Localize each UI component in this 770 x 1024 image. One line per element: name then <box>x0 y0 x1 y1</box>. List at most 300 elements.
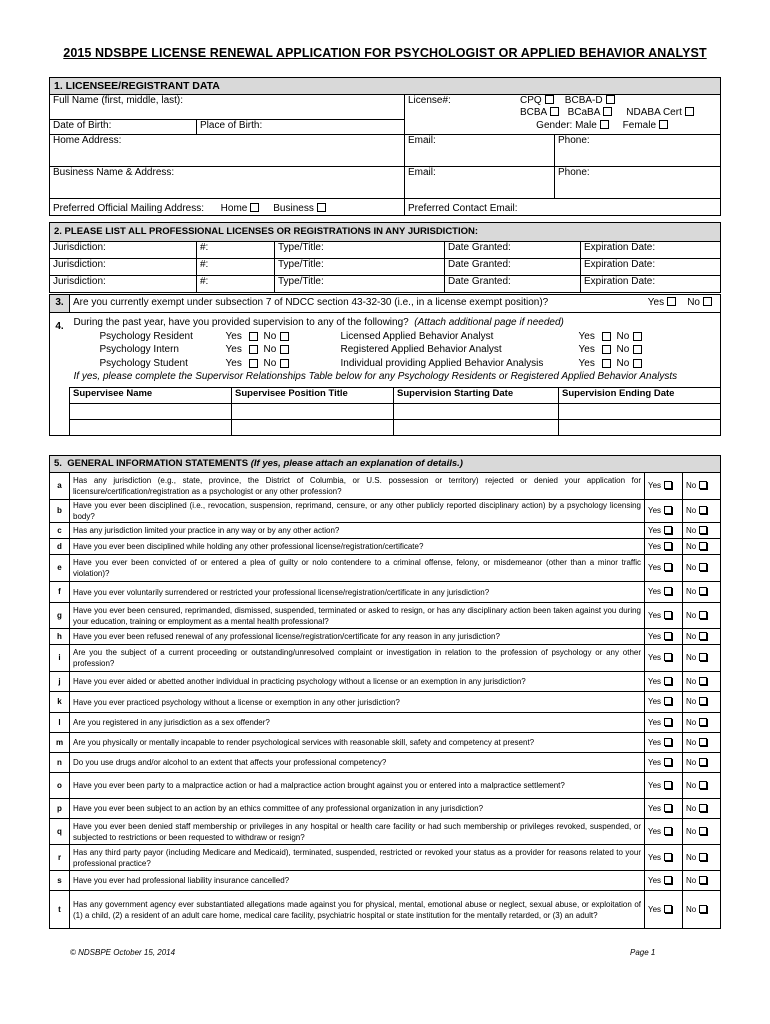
statement-yes[interactable] <box>645 713 683 733</box>
statement-letter: n <box>50 753 70 773</box>
role-a-no-label: No <box>263 330 277 342</box>
statement-yes[interactable] <box>645 692 683 713</box>
statement-no[interactable] <box>683 473 721 500</box>
male-checkbox[interactable] <box>600 120 609 129</box>
statement-yes[interactable] <box>645 473 683 500</box>
statement-no[interactable] <box>683 500 721 523</box>
start-date-input[interactable] <box>394 403 559 419</box>
yes-checkbox[interactable] <box>664 563 672 571</box>
yes-checkbox[interactable] <box>664 738 672 746</box>
expiration-cell[interactable] <box>581 242 721 259</box>
mailing-business-label: Business <box>273 203 314 214</box>
statement-row <box>50 692 721 713</box>
expiration-label: Expiration Date: <box>584 276 656 287</box>
granted-cell[interactable] <box>445 242 581 259</box>
statement-no[interactable] <box>683 819 721 845</box>
yes-checkbox[interactable] <box>664 526 672 534</box>
no-checkbox[interactable] <box>699 563 707 571</box>
jurisdiction-label: Jurisdiction: <box>53 276 106 287</box>
col-supervisee-name: Supervisee Name <box>70 387 232 403</box>
statement-question: Are you physically or mentally incapable to render psychological services with reasonable skill, safety and competency at present? <box>70 733 645 753</box>
mailing-business-checkbox[interactable] <box>317 203 326 212</box>
no-label: No <box>686 737 697 747</box>
statement-no[interactable] <box>683 753 721 773</box>
role-b-no-label: No <box>616 330 630 342</box>
cpq-checkbox[interactable] <box>545 95 554 104</box>
dob-label: Date of Birth: <box>53 120 112 131</box>
statement-question: Have you ever been convicted of or entered a plea of guilty or nolo contendere to a criminal offense, felony, or misdemeanor (other than a minor traffic violation)? <box>70 555 645 582</box>
role-b-yes-checkbox[interactable] <box>602 359 611 368</box>
yes-checkbox[interactable] <box>664 542 672 550</box>
statement-row <box>50 629 721 645</box>
statement-question: Have you ever practiced psychology without a license or exemption in any other jurisdiction? <box>70 692 645 713</box>
type-label: Type/Title: <box>278 276 324 287</box>
pref-email-label: Preferred Contact Email: <box>408 203 518 214</box>
statement-row <box>50 845 721 871</box>
ndaba-label: NDABA Cert <box>626 107 682 118</box>
no-checkbox[interactable] <box>699 653 707 661</box>
no-label: No <box>686 904 697 914</box>
mailing-label: Preferred Official Mailing Address: <box>53 203 204 214</box>
expiration-cell[interactable] <box>581 276 721 293</box>
statement-letter: f <box>50 582 70 603</box>
section-4-question: During the past year, have you provided supervision to any of the following? <box>73 317 409 328</box>
role-b-no-checkbox[interactable] <box>633 345 642 354</box>
yes-label: Yes <box>648 875 662 885</box>
col-ending-date: Supervision Ending Date <box>559 387 721 403</box>
bcbad-checkbox[interactable] <box>606 95 615 104</box>
role-a-yes-label: Yes <box>225 330 242 342</box>
statement-row <box>50 891 721 929</box>
section-4-question-cell <box>70 313 721 388</box>
statement-letter: o <box>50 773 70 799</box>
statement-question: Have you ever been denied staff membership or privileges in any hospital or health care facility or had such membership or privileges revoked, suspended, or subjected to restrictions or been requested to withdraw or resign? <box>70 819 645 845</box>
statement-question: Have you ever been censured, reprimanded, dismissed, suspended, terminated or asked to resign, or has any disciplinary action been taken against you during your education, training or employment as a mental health professional? <box>70 603 645 629</box>
yes-label: Yes <box>648 717 662 727</box>
jurisdiction-cell[interactable] <box>50 276 197 293</box>
jurisdiction-label: Jurisdiction: <box>53 259 106 270</box>
statement-question: Have you ever had professional liability insurance cancelled? <box>70 871 645 891</box>
no-label: No <box>686 717 697 727</box>
no-checkbox[interactable] <box>699 677 707 685</box>
business-phone-field[interactable] <box>555 167 721 199</box>
expiration-cell[interactable] <box>581 259 721 276</box>
statement-question: Have you ever been disciplined while holding any other professional license/registration/certificate? <box>70 539 645 555</box>
business-email-field[interactable] <box>405 167 555 199</box>
statement-letter: r <box>50 845 70 871</box>
type-label: Type/Title: <box>278 259 324 270</box>
section-3-question: Are you currently exempt under subsection 7 of NDCC section 43-32-30 (i.e., in a license exempt position)? <box>73 297 549 308</box>
home-email-field[interactable] <box>405 135 555 167</box>
statement-letter: p <box>50 799 70 819</box>
pob-label: Place of Birth: <box>200 120 263 131</box>
yes-label: Yes <box>648 481 662 490</box>
no-checkbox[interactable] <box>699 905 707 913</box>
yes-checkbox[interactable] <box>664 587 672 595</box>
yes-checkbox[interactable] <box>664 876 672 884</box>
type-cell[interactable] <box>275 259 445 276</box>
statement-row <box>50 753 721 773</box>
no-checkbox[interactable] <box>699 827 707 835</box>
yes-label: Yes <box>648 525 662 535</box>
role-b-label: Licensed Applied Behavior Analyst <box>340 330 494 342</box>
statement-yes[interactable] <box>645 672 683 692</box>
section-2-header: 2. PLEASE LIST ALL PROFESSIONAL LICENSES OR REGISTRATIONS IN ANY JURISDICTION: <box>50 223 721 242</box>
no-checkbox[interactable] <box>699 876 707 884</box>
statement-row <box>50 582 721 603</box>
statement-row <box>50 539 721 555</box>
number-label: #: <box>200 276 209 287</box>
statement-yes[interactable] <box>645 603 683 629</box>
yes-checkbox[interactable] <box>664 632 672 640</box>
statement-letter: g <box>50 603 70 629</box>
number-label: #: <box>200 242 209 253</box>
no-checkbox[interactable] <box>699 506 707 514</box>
statement-letter: e <box>50 555 70 582</box>
role-a-label: Psychology Intern <box>99 344 179 356</box>
position-title-input[interactable] <box>232 419 394 435</box>
statement-question: Have you ever aided or abetted another individual in practicing psychology without a license or an exemption in any jurisdiction? <box>70 672 645 692</box>
statement-question: Have you ever been party to a malpractice action or had a malpractice action brought against you or entered into a malpractice settlement? <box>70 773 645 799</box>
statement-no[interactable] <box>683 603 721 629</box>
no-checkbox[interactable] <box>699 781 707 789</box>
statement-letter: b <box>50 500 70 523</box>
statement-no[interactable] <box>683 773 721 799</box>
statement-yes[interactable] <box>645 539 683 555</box>
gender-field <box>405 120 721 135</box>
statement-question: Has any jurisdiction (e.g., state, province, the District of Columbia, or U.S. possession or territory) rejected or denied your application for licensure/certification/registration as a psychologist or any other profession? <box>70 473 645 500</box>
s3-no-label: No <box>687 297 700 308</box>
gender-label: Gender: Male <box>536 119 597 131</box>
role-b-yes-label: Yes <box>578 330 595 342</box>
bcba-checkbox[interactable] <box>550 107 559 116</box>
section-4-instruction: If yes, please complete the Supervisor Relationships Table below for any Psychology Residents or Registered Applied Behavior Analysts <box>73 371 678 383</box>
yes-label: Yes <box>648 852 662 862</box>
pob-field[interactable] <box>197 120 405 135</box>
statement-letter: l <box>50 713 70 733</box>
statement-no[interactable] <box>683 799 721 819</box>
mailing-home-checkbox[interactable] <box>250 203 259 212</box>
statement-yes[interactable] <box>645 773 683 799</box>
no-checkbox[interactable] <box>699 542 707 550</box>
statement-row <box>50 555 721 582</box>
no-label: No <box>686 631 697 641</box>
yes-checkbox[interactable] <box>664 804 672 812</box>
statement-yes[interactable] <box>645 645 683 672</box>
statement-no[interactable] <box>683 555 721 582</box>
no-label: No <box>686 757 697 767</box>
statement-question: Has any jurisdiction limited your practice in any way or by any other action? <box>70 523 645 539</box>
section-4-note: (Attach additional page if needed) <box>414 317 564 328</box>
statement-row <box>50 523 721 539</box>
home-address-label: Home Address: <box>53 135 122 146</box>
yes-label: Yes <box>648 587 662 596</box>
statement-row <box>50 733 721 753</box>
statement-question: Have you ever been refused renewal of any professional license/registration/certificate for any reason in any jurisdiction? <box>70 629 645 645</box>
number-cell[interactable] <box>197 259 275 276</box>
statement-letter: c <box>50 523 70 539</box>
yes-checkbox[interactable] <box>664 758 672 766</box>
yes-checkbox[interactable] <box>664 506 672 514</box>
section-1-table <box>49 77 721 216</box>
statement-yes[interactable] <box>645 629 683 645</box>
bcaba-label: BCaBA <box>567 107 601 118</box>
full-name-field[interactable] <box>50 95 405 120</box>
no-label: No <box>686 875 697 885</box>
no-checkbox[interactable] <box>699 758 707 766</box>
type-label: Type/Title: <box>278 242 324 253</box>
end-date-input[interactable] <box>559 403 721 419</box>
cpq-label: CPQ <box>520 95 542 106</box>
statement-no[interactable] <box>683 539 721 555</box>
s3-no-checkbox[interactable] <box>703 297 712 306</box>
statement-question: Has any government agency ever substantiated allegations made against you for physical, mental, emotional abuse or neglect, sexual abuse, or exploitation of (1) a child, (2) a resident of an adult care home, medical care facility, psychiatric hospital or state institution for the mentally retarded, or (3) an adult? <box>70 891 645 929</box>
statement-question: Have you ever been subject to an action by an ethics committee of any professional organization in any jurisdiction? <box>70 799 645 819</box>
statement-yes[interactable] <box>645 500 683 523</box>
statement-letter: t <box>50 891 70 929</box>
home-address-field[interactable] <box>50 135 405 167</box>
statement-no[interactable] <box>683 692 721 713</box>
section-4-table <box>49 312 721 436</box>
footer-page: Page 1 <box>630 948 656 957</box>
statement-letter: s <box>50 871 70 891</box>
role-b-no-checkbox[interactable] <box>633 332 642 341</box>
no-checkbox[interactable] <box>699 853 707 861</box>
home-phone-field[interactable] <box>555 135 721 167</box>
ndaba-checkbox[interactable] <box>685 107 694 116</box>
statement-no[interactable] <box>683 845 721 871</box>
statement-no[interactable] <box>683 871 721 891</box>
position-title-input[interactable] <box>232 403 394 419</box>
no-checkbox[interactable] <box>699 738 707 746</box>
no-label: No <box>686 826 697 836</box>
statement-yes[interactable] <box>645 891 683 929</box>
role-b-yes-label: Yes <box>578 344 595 356</box>
statement-row <box>50 871 721 891</box>
statement-letter: d <box>50 539 70 555</box>
no-label: No <box>686 852 697 862</box>
yes-checkbox[interactable] <box>664 781 672 789</box>
role-b-no-label: No <box>616 357 630 369</box>
statement-no[interactable] <box>683 672 721 692</box>
granted-label: Date Granted: <box>448 242 511 253</box>
role-b-no-checkbox[interactable] <box>633 359 642 368</box>
no-checkbox[interactable] <box>699 526 707 534</box>
granted-label: Date Granted: <box>448 259 511 270</box>
role-a-label: Psychology Student <box>99 357 188 369</box>
no-label: No <box>686 780 697 790</box>
statement-no[interactable] <box>683 523 721 539</box>
role-a-no-label: No <box>263 344 277 356</box>
statement-yes[interactable] <box>645 523 683 539</box>
no-label: No <box>686 525 697 535</box>
role-a-yes-label: Yes <box>225 357 242 369</box>
no-checkbox[interactable] <box>699 481 707 489</box>
supervision-role-row <box>74 330 717 344</box>
col-position-title: Supervisee Position Title <box>232 387 394 403</box>
section-5-header-cell <box>50 456 721 473</box>
role-a-no-label: No <box>263 357 277 369</box>
supervisee-name-input[interactable] <box>70 403 232 419</box>
expiration-label: Expiration Date: <box>584 259 656 270</box>
yes-label: Yes <box>648 653 662 662</box>
no-label: No <box>686 541 697 551</box>
statement-yes[interactable] <box>645 819 683 845</box>
yes-label: Yes <box>648 737 662 747</box>
yes-checkbox[interactable] <box>664 853 672 861</box>
mailing-field <box>50 199 405 216</box>
section-3-table <box>49 294 721 313</box>
statement-no[interactable] <box>683 582 721 603</box>
supervision-role-row <box>74 343 717 357</box>
role-a-yes-checkbox[interactable] <box>249 332 258 341</box>
license-field[interactable] <box>405 95 721 120</box>
yes-checkbox[interactable] <box>664 677 672 685</box>
role-b-no-label: No <box>616 344 630 356</box>
no-checkbox[interactable] <box>699 718 707 726</box>
jurisdiction-cell[interactable] <box>50 242 197 259</box>
bcbad-label: BCBA-D <box>564 95 603 106</box>
statement-no[interactable] <box>683 629 721 645</box>
role-a-no-checkbox[interactable] <box>280 332 289 341</box>
statement-question: Has any third party payor (including Medicare and Medicaid), terminated, suspended, restricted or revoked your status as a provider for reasons related to your professional practice? <box>70 845 645 871</box>
yes-label: Yes <box>648 757 662 767</box>
yes-label: Yes <box>648 541 662 551</box>
number-label: #: <box>200 259 209 270</box>
yes-label: Yes <box>648 506 662 515</box>
start-date-input[interactable] <box>394 419 559 435</box>
no-checkbox[interactable] <box>699 611 707 619</box>
bcaba-checkbox[interactable] <box>603 107 612 116</box>
yes-checkbox[interactable] <box>664 653 672 661</box>
role-a-no-checkbox[interactable] <box>280 345 289 354</box>
granted-cell[interactable] <box>445 259 581 276</box>
role-b-yes-checkbox[interactable] <box>602 332 611 341</box>
yes-label: Yes <box>648 563 662 572</box>
statement-yes[interactable] <box>645 799 683 819</box>
no-checkbox[interactable] <box>699 697 707 705</box>
mailing-home-label: Home <box>220 203 248 214</box>
statement-letter: m <box>50 733 70 753</box>
yes-checkbox[interactable] <box>664 827 672 835</box>
statement-question: Are you the subject of a current proceeding or outstanding/unresolved complaint or investigation in relation to the profession of psychology or any other profession? <box>70 645 645 672</box>
statement-letter: i <box>50 645 70 672</box>
bcba-label: BCBA <box>520 107 548 118</box>
statement-no[interactable] <box>683 713 721 733</box>
role-b-yes-checkbox[interactable] <box>602 345 611 354</box>
statement-yes[interactable] <box>645 871 683 891</box>
yes-label: Yes <box>648 803 662 813</box>
yes-label: Yes <box>648 676 662 686</box>
statement-row <box>50 672 721 692</box>
statement-letter: j <box>50 672 70 692</box>
granted-cell[interactable] <box>445 276 581 293</box>
statement-no[interactable] <box>683 891 721 929</box>
role-a-no-checkbox[interactable] <box>280 359 289 368</box>
yes-label: Yes <box>648 904 662 914</box>
number-cell[interactable] <box>197 242 275 259</box>
statement-row <box>50 645 721 672</box>
no-checkbox[interactable] <box>699 804 707 812</box>
section-2-table <box>49 222 721 293</box>
s3-yes-label: Yes <box>647 297 665 308</box>
statement-question: Have you ever voluntarily surrendered or restricted your professional license/registration/certificate in any jurisdiction? <box>70 582 645 603</box>
yes-label: Yes <box>648 780 662 790</box>
dob-field[interactable] <box>50 120 197 135</box>
statement-no[interactable] <box>683 733 721 753</box>
yes-label: Yes <box>648 631 662 641</box>
type-cell[interactable] <box>275 242 445 259</box>
statement-no[interactable] <box>683 645 721 672</box>
role-a-label: Psychology Resident <box>99 330 193 342</box>
section-5-header: GENERAL INFORMATION STATEMENTS <box>67 458 249 469</box>
s3-yes-checkbox[interactable] <box>667 297 676 306</box>
role-b-yes-label: Yes <box>578 357 595 369</box>
statement-yes[interactable] <box>645 733 683 753</box>
role-a-yes-checkbox[interactable] <box>249 359 258 368</box>
expiration-label: Expiration Date: <box>584 242 656 253</box>
yes-checkbox[interactable] <box>664 697 672 705</box>
no-label: No <box>686 676 697 686</box>
role-a-yes-checkbox[interactable] <box>249 345 258 354</box>
jurisdiction-label: Jurisdiction: <box>53 242 106 253</box>
yes-label: Yes <box>648 826 662 836</box>
statement-question: Do you use drugs and/or alcohol to an extent that affects your professional competency? <box>70 753 645 773</box>
yes-checkbox[interactable] <box>664 718 672 726</box>
supervisee-name-input[interactable] <box>70 419 232 435</box>
section-1-header: 1. LICENSEE/REGISTRANT DATA <box>50 78 721 95</box>
supervision-role-row <box>74 357 717 371</box>
jurisdiction-cell[interactable] <box>50 259 197 276</box>
email-label: Email: <box>408 167 436 178</box>
number-cell[interactable] <box>197 276 275 293</box>
business-label: Business Name & Address: <box>53 167 175 178</box>
type-cell[interactable] <box>275 276 445 293</box>
footer-copyright: © NDSBPE October 15, 2014 <box>70 948 176 957</box>
female-checkbox[interactable] <box>659 120 668 129</box>
no-label: No <box>686 563 697 572</box>
yes-label: Yes <box>648 697 662 706</box>
statement-yes[interactable] <box>645 555 683 582</box>
statement-row <box>50 799 721 819</box>
business-address-field[interactable] <box>50 167 405 199</box>
section-3-question-cell <box>70 295 721 313</box>
no-checkbox[interactable] <box>699 587 707 595</box>
no-checkbox[interactable] <box>699 632 707 640</box>
statement-yes[interactable] <box>645 582 683 603</box>
statement-row <box>50 603 721 629</box>
phone-label: Phone: <box>558 167 590 178</box>
yes-checkbox[interactable] <box>664 905 672 913</box>
end-date-input[interactable] <box>559 419 721 435</box>
statement-letter: k <box>50 692 70 713</box>
yes-checkbox[interactable] <box>664 481 672 489</box>
license-label: License#: <box>408 95 451 106</box>
no-label: No <box>686 803 697 813</box>
no-label: No <box>686 506 697 515</box>
statement-row <box>50 819 721 845</box>
statement-yes[interactable] <box>645 753 683 773</box>
statement-question: Are you registered in any jurisdiction as a sex offender? <box>70 713 645 733</box>
statement-row <box>50 773 721 799</box>
pref-email-field[interactable] <box>405 199 721 216</box>
statement-question: Have you ever been disciplined (i.e., revocation, suspension, reprimand, censure, or any other publicly reported disciplinary action) by a psychology licensing body? <box>70 500 645 523</box>
statement-yes[interactable] <box>645 845 683 871</box>
statement-letter: q <box>50 819 70 845</box>
col-starting-date: Supervision Starting Date <box>394 387 559 403</box>
yes-checkbox[interactable] <box>664 611 672 619</box>
statement-letter: h <box>50 629 70 645</box>
